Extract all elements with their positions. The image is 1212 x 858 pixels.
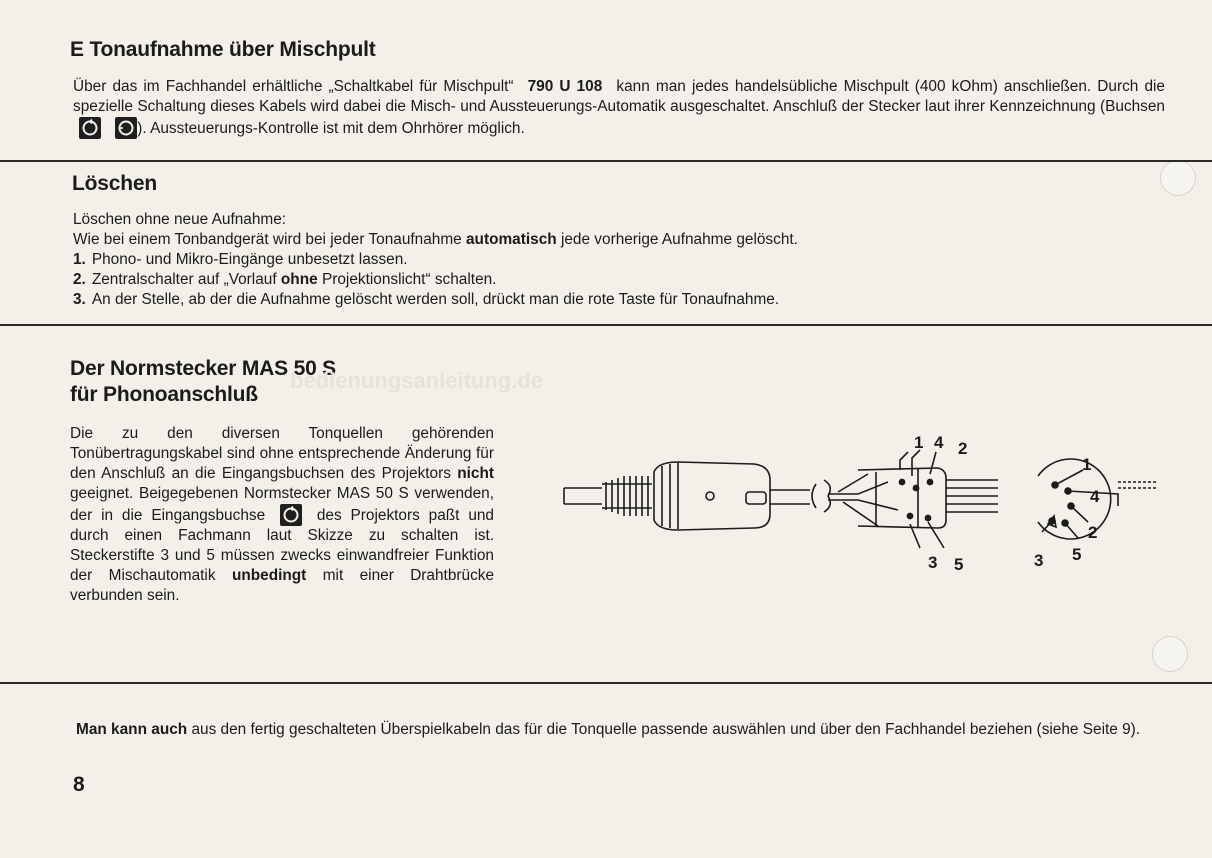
loeschen-intro: Löschen ohne neue Aufnahme: [73,211,287,228]
section-e-title: E Tonaufnahme über Mischpult [70,38,376,61]
norm-title-line2: für Phonoanschluß [70,383,258,406]
section-e-code: 790 U 108 [527,78,603,95]
loeschen-title: Löschen [72,172,157,195]
right-label-1: 1 [1082,455,1092,474]
footer-bold: Man kann auch [76,721,188,738]
step-bold: ohne [280,271,318,288]
plug-wiring-diagram [558,430,1168,580]
loeschen-line-b: jede vorherige Aufnahme gelöscht. [560,231,798,248]
section-e-text-1: Über das im Fachhandel erhältliche „Schaltkabel für Mischpult“ [73,78,514,95]
norm-text-2: geeignet. Beigegebenen Normstecker MAS 50 S verwenden, der in die Eingangsbuchse [70,485,494,524]
page-number: 8 [73,773,85,796]
connector-body [858,468,946,528]
section-e-paragraph [73,77,1165,139]
loeschen-line-bold: automatisch [466,231,557,248]
mid-label-2: 2 [958,439,968,458]
norm-text-5: mit einer Drahtbrücke verbunden sein. [70,567,495,604]
footer-note [76,720,1166,740]
step-text-post: Projektionslicht“ schalten. [321,271,497,288]
step-text: Zentralschalter auf „Vorlauf [91,271,277,288]
step-number: 2. [73,271,86,288]
norm-text-1: Die zu den diversen Tonquellen gehörenden Tonübertragungskabel sind ohne entsprechende Änderung für den Anschluß an die Eingangsbuchsen des Projektors [70,425,494,482]
loeschen-body [73,210,1133,310]
section-e-text-3: ). Aussteuerungs-Kontrolle ist mit dem Ohrhörer möglich. [137,120,525,137]
loeschen-step [73,250,1133,270]
norm-bold-nicht: nicht [457,465,494,482]
divider-1 [0,160,1212,162]
step-text: Phono- und Mikro-Eingänge unbesetzt lassen. [91,251,408,268]
right-label-2: 2 [1088,523,1098,542]
punch-hole-top [1160,160,1196,196]
mid-label-4: 4 [934,433,944,452]
divider-3 [0,682,1212,684]
plug-housing [654,462,770,530]
right-label-5: 5 [1072,545,1082,564]
mid-label-3: 3 [928,553,938,572]
cable-spring [602,476,652,516]
step-number: 1. [73,251,86,268]
norm-text-3: des Projektors paßt und durch einen Fachmann laut Skizze zu schalten ist. [70,507,494,544]
socket-monitor-icon [115,117,137,139]
watermark: bedienungsanleitung.de [290,368,544,393]
right-label-4: 4 [1090,487,1100,506]
mid-label-5: 5 [954,555,964,574]
punch-hole-bottom [1152,636,1188,672]
socket-input-icon [280,504,302,526]
loeschen-line [73,230,1133,250]
section-e-text-2: kann man jedes handelsübliche Mischpult (400 kOhm) anschließen. Durch die spezielle Schaltung dieses Kabels wird dabei die Misch- und Aussteuerungs-Automatik ausgeschaltet. Anschluß der Stecker laut ihrer Kennzeichnung (Buchsen [73,78,1165,115]
mid-label-1: 1 [914,433,924,452]
loeschen-step [73,290,1133,310]
socket-mixer-icon [79,117,101,139]
right-label-3: 3 [1034,551,1044,570]
divider-2 [0,324,1212,326]
norm-paragraph [70,424,494,606]
step-number: 3. [73,291,86,308]
step-text: An der Stelle, ab der die Aufnahme gelöscht werden soll, drückt man die rote Taste für Tonaufnahme. [91,291,780,308]
norm-title-line1: Der Normstecker MAS 50 S [70,357,336,380]
loeschen-step [73,270,1133,290]
norm-text-4: Steckerstifte 3 und 5 müssen zwecks einwandfreier Funktion der Mischautomatik [70,547,494,584]
loeschen-steps [73,250,1133,310]
norm-bold-unbedingt: unbedingt [231,567,307,584]
loeschen-line-a: Wie bei einem Tonbandgerät wird bei jeder Tonaufnahme [73,231,462,248]
footer-text: aus den fertig geschalteten Überspielkabeln das für die Tonquelle passende auswählen und über den Fachhandel beziehen (siehe Seite 9). [191,721,1141,738]
